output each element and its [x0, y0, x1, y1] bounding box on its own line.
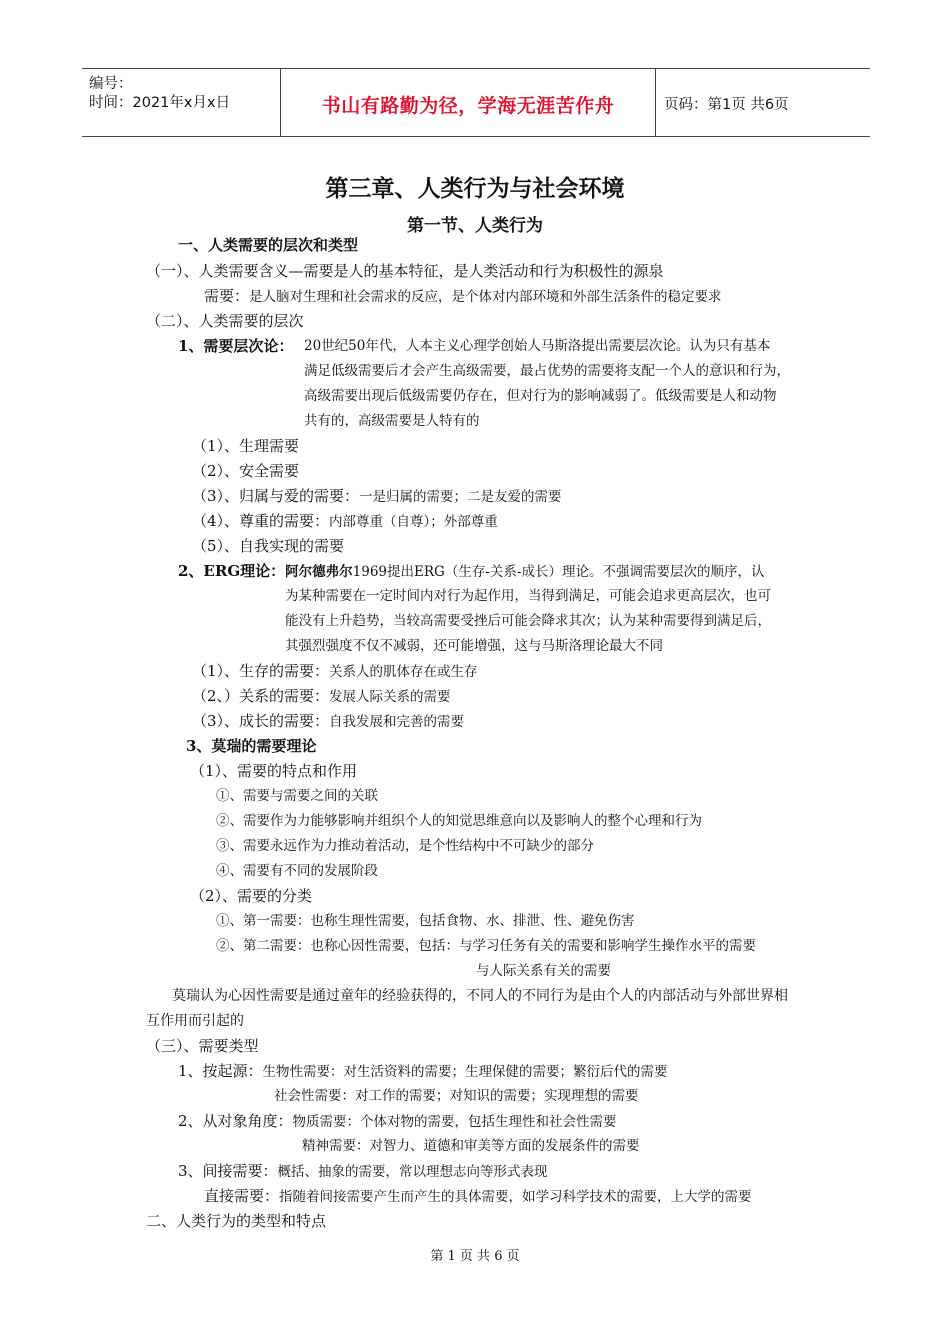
header-motto-cell	[280, 69, 656, 136]
definition-label: 需要：	[204, 287, 250, 305]
paragraph-line: 莫瑞认为心因性需要是通过童年的经验获得的，不同人的不同行为是由个人的内部活动与外部世界相	[172, 988, 788, 1004]
murray-class-item: ①、第一需要：也称生理性需要，包括食物、水、排泄、性、避免伤害	[216, 913, 635, 929]
item-label: 2、从对象角度：	[178, 1112, 293, 1130]
theory-2-line: 为某种需要在一定时间内对行为起作用，当得到满足，可能会追求更高层次，也可	[285, 588, 771, 604]
page-indicator: 页码：第1页 共6页	[664, 97, 789, 113]
murray-section-1: （1）、需要的特点和作用	[190, 762, 358, 780]
page-footer: 第 1 页 共 6 页	[430, 1249, 520, 1264]
heading-2-levels: （二）、人类需要的层次	[146, 312, 304, 330]
type-2	[178, 1111, 617, 1132]
item-text: 生物性需要：对生活资料的需要；生理保健的需要；繁衍后代的需要	[262, 1064, 668, 1080]
item-label: （4）、尊重的需要：	[192, 512, 330, 530]
item-text: 关系人的肌体存在或生存	[329, 664, 478, 680]
heading-1-behavior: 二、人类行为的类型和特点	[146, 1212, 327, 1230]
item-text: 物质需要：个体对物的需要，包括生理性和社会性需要	[292, 1114, 617, 1130]
type-1-cont: 社会性需要：对工作的需要；对知识的需要；实现理想的需要	[274, 1088, 639, 1104]
theory-1-line: 满足低级需要后才会产生高级需要，最占优势的需要将支配一个人的意识和行为，	[304, 363, 790, 379]
theory-2-label: 2、ERG理论：	[178, 562, 286, 580]
murray-section-2: （2）、需要的分类	[190, 887, 313, 905]
murray-class-item-cont: 与人际关系有关的需要	[476, 963, 611, 979]
type-4	[204, 1186, 752, 1207]
definition-line	[204, 286, 722, 307]
type-1	[178, 1061, 668, 1082]
theory-1-line: 共有的，高级需要是人特有的	[304, 413, 480, 429]
section-title: 第一节、人类行为	[407, 216, 543, 236]
item-text: 内部尊重（自尊）；外部尊重	[329, 514, 498, 530]
theory-2-text: 1969提出ERG（生存-关系-成长）理论。不强调需要层次的顺序，认	[352, 564, 765, 580]
motto: 书山有路勤为径，学海无涯苦作舟	[321, 95, 615, 117]
murray-feature-item: ②、需要作为力能够影响并组织个人的知觉思维意向以及影响人的整个心理和行为	[216, 813, 702, 829]
chapter-title: 第三章、人类行为与社会环境	[325, 175, 625, 202]
theory-1-line: 高级需要出现后低级需要仍存在，但对行为的影响减弱了。低级需要是人和动物	[304, 388, 777, 404]
item-label: （3）、成长的需要：	[192, 712, 330, 730]
item-text: 发展人际关系的需要	[329, 689, 451, 705]
theory-2-line: 能没有上升趋势，当较高需要受挫后可能会降求其次；认为某种需要得到满足后，	[285, 613, 771, 629]
header-info-cell	[82, 69, 280, 136]
maslow-item-2: （2）、安全需要	[192, 462, 300, 480]
item-label: （3）、归属与爱的需要：	[192, 487, 360, 505]
type-2-cont: 精神需要：对智力、道德和审美等方面的发展条件的需要	[302, 1138, 640, 1154]
erg-item-2	[192, 686, 451, 707]
item-text: 一是归属的需要；二是友爱的需要	[359, 489, 562, 505]
theory-3-label: 3、莫瑞的需要理论	[186, 737, 317, 755]
maslow-item-3	[192, 486, 562, 507]
theory-1-line: 20世纪50年代，人本主义心理学创始人马斯洛提出需要层次论。认为只有基本	[304, 338, 771, 354]
heading-2-types: （三）、需要类型	[146, 1037, 259, 1055]
murray-feature-item: ④、需要有不同的发展阶段	[216, 863, 378, 879]
theory-2-author: 阿尔德弗尔	[285, 564, 353, 580]
item-label: （2、）关系的需要：	[192, 687, 330, 705]
heading-1: 一、人类需要的层次和类型	[178, 236, 359, 254]
maslow-item-1: （1）、生理需要	[192, 437, 300, 455]
item-text: 自我发展和完善的需要	[329, 714, 465, 730]
type-3	[178, 1161, 548, 1182]
maslow-item-5: （5）、自我实现的需要	[192, 537, 345, 555]
theory-2-line: 其强烈强度不仅不减弱，还可能增强，这与马斯洛理论最大不同	[285, 638, 663, 654]
item-label: 3、间接需要：	[178, 1162, 278, 1180]
paragraph-line: 互作用而引起的	[146, 1013, 244, 1029]
murray-feature-item: ③、需要永远作为力推动着活动，是个性结构中不可缺少的部分	[216, 838, 594, 854]
maslow-item-4	[192, 511, 498, 532]
heading-2-meaning: （一）、人类需要含义—需要是人的基本特征，是人类活动和行为积极性的源泉	[146, 262, 664, 280]
doc-time: 时间：2021年x月x日	[89, 95, 231, 111]
item-text: 指随着间接需要产生而产生的具体需要，如学习科学技术的需要，上大学的需要	[279, 1189, 752, 1205]
item-label: （1）、生存的需要：	[192, 662, 330, 680]
item-label: 直接需要：	[204, 1187, 280, 1205]
murray-feature-item: ①、需要与需要之间的关联	[216, 788, 378, 804]
doc-number: 编号：	[89, 76, 133, 92]
erg-item-3	[192, 711, 464, 732]
document-header	[82, 68, 870, 137]
item-label: 1、按起源：	[178, 1062, 263, 1080]
theory-1-label: 1、需要层次论：	[178, 337, 294, 355]
erg-item-1	[192, 661, 478, 682]
item-text: 概括、抽象的需要，常以理想志向等形式表现	[277, 1164, 548, 1180]
header-page-cell	[654, 69, 870, 136]
theory-2-first-line	[178, 561, 764, 582]
murray-class-item: ②、第二需要：也称心因性需要，包括：与学习任务有关的需要和影响学生操作水平的需要	[216, 938, 756, 954]
definition-text: 是人脑对生理和社会需求的反应，是个体对内部环境和外部生活条件的稳定要求	[249, 289, 722, 305]
